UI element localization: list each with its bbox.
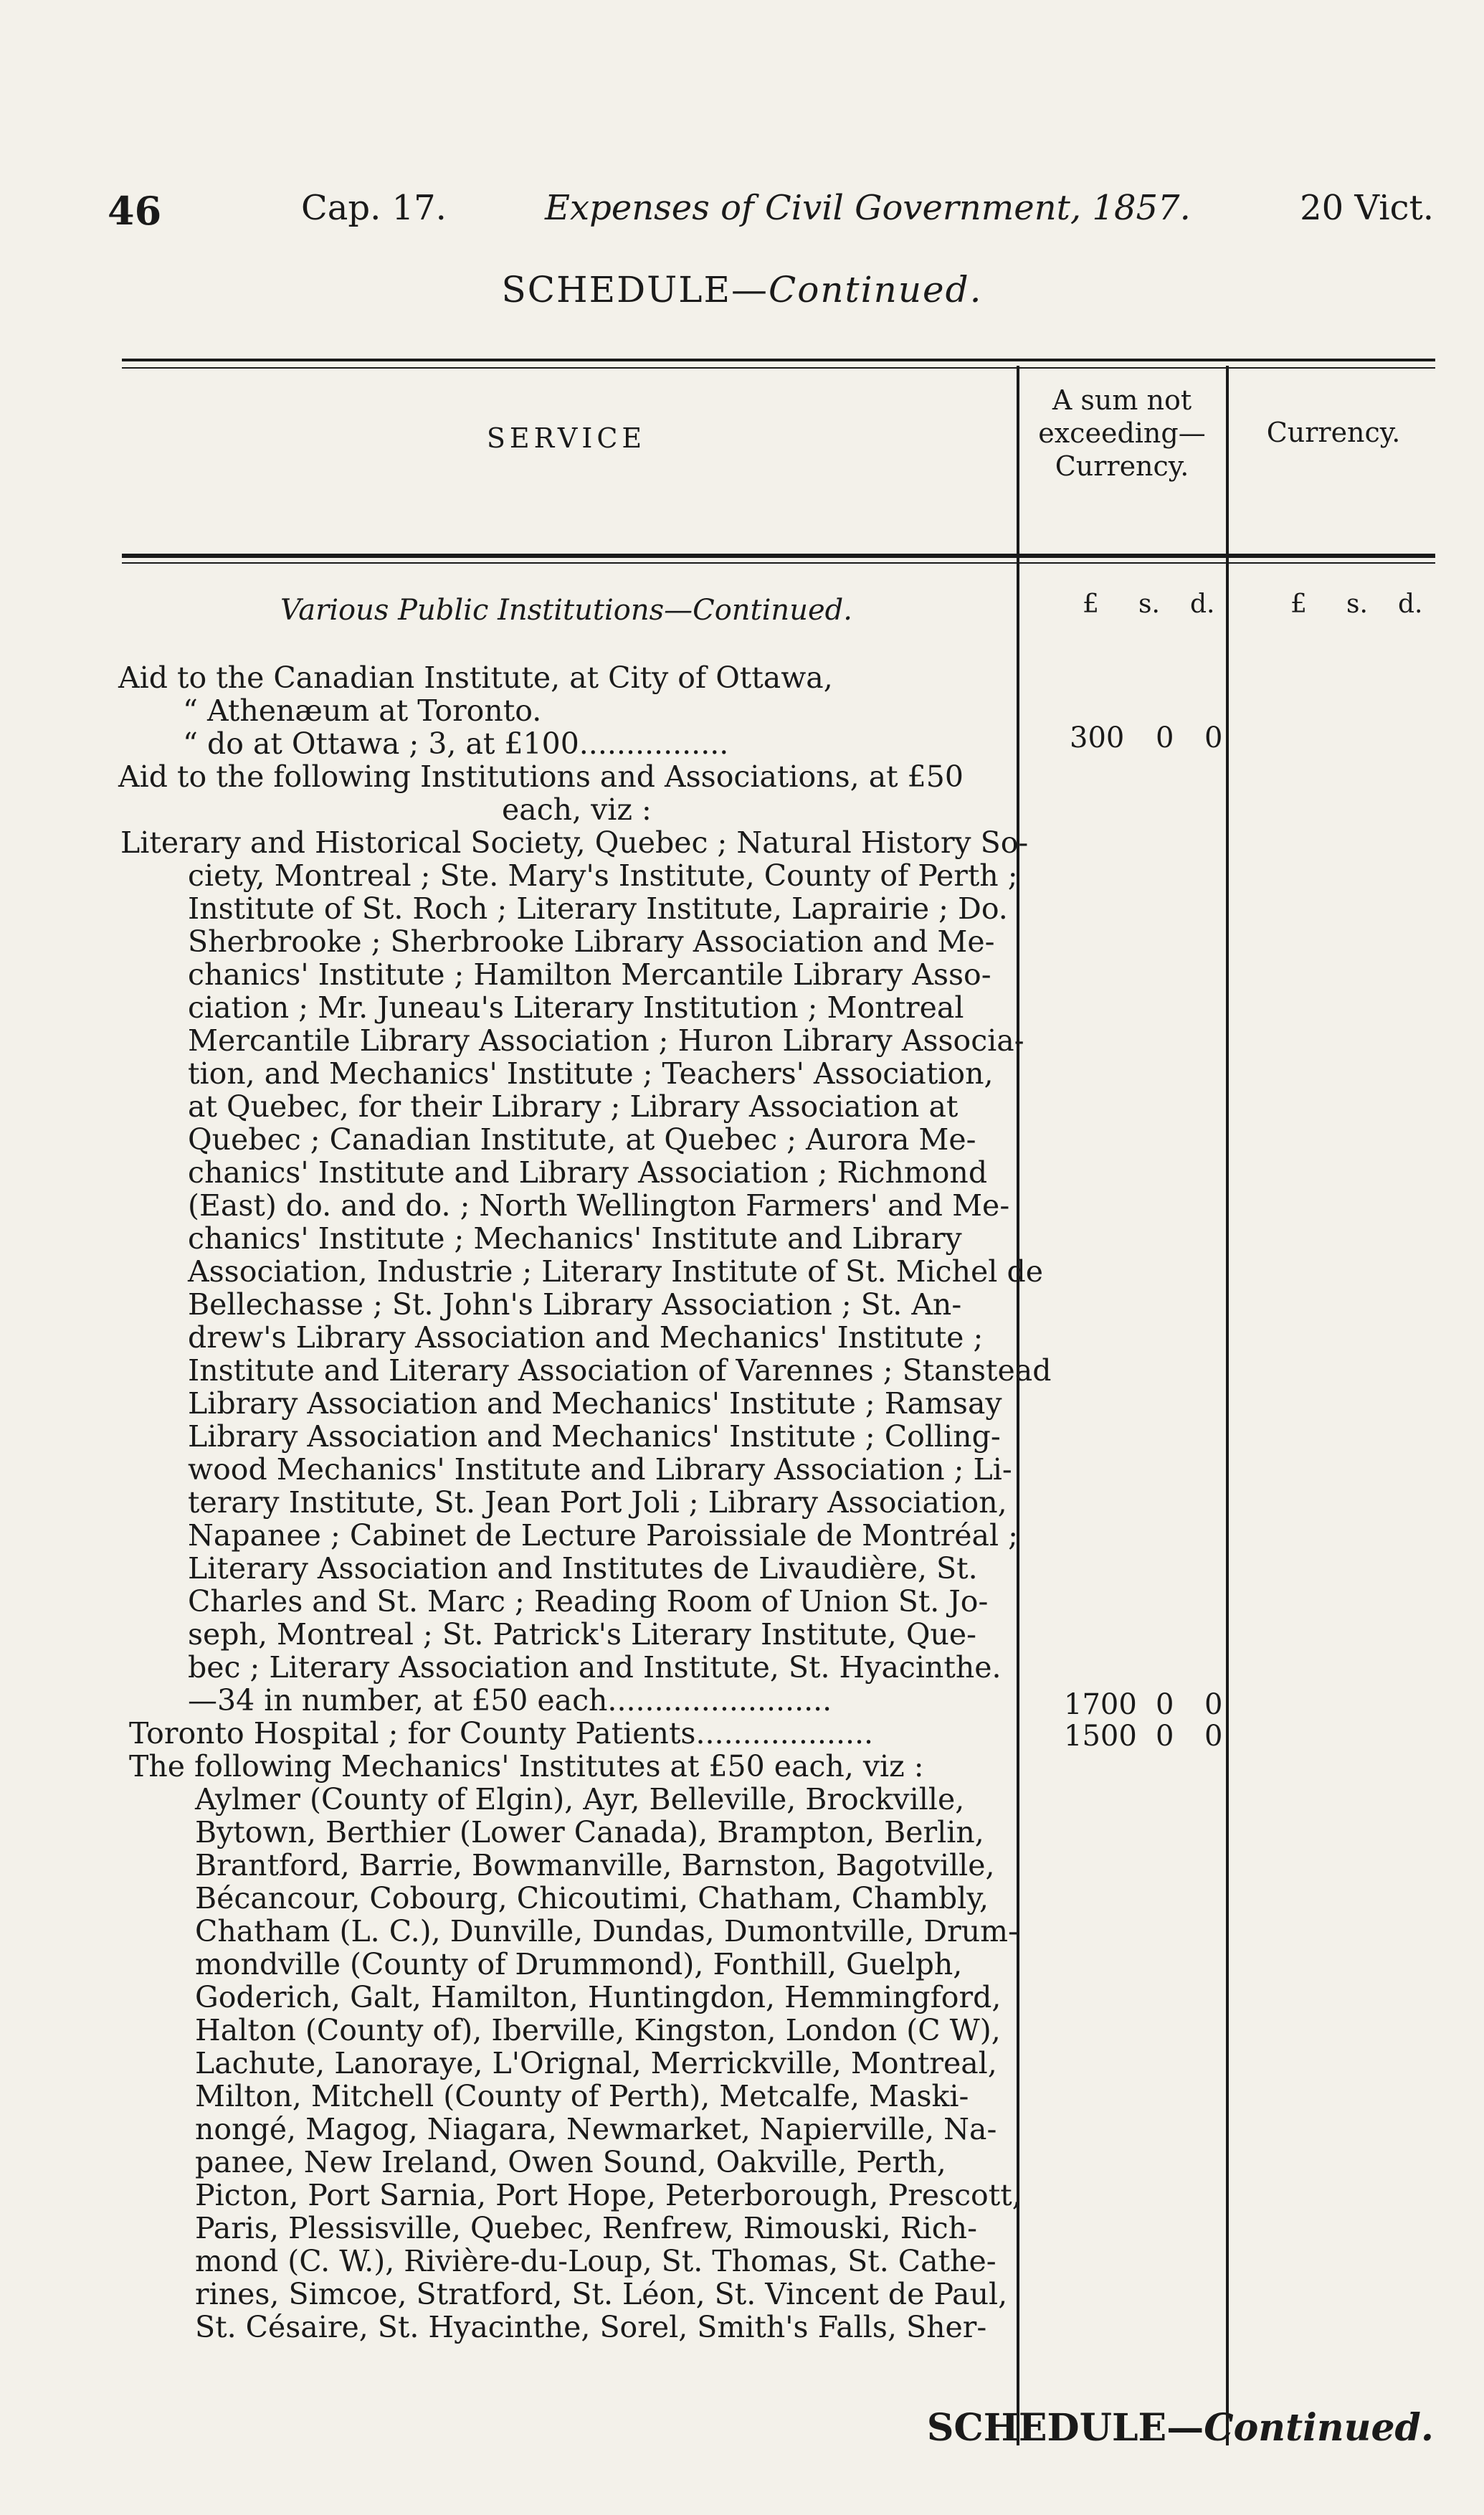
section-title: Various Public Institutions—Continued. [280,594,852,627]
entry-line: “ Athenæum at Toronto. [183,693,542,728]
entry-line: —34 in number, at £50 each........................ [188,1683,832,1718]
amount-shillings: 0 [1156,1688,1174,1721]
entry-line: Picton, Port Sarnia, Port Hope, Peterborough, Prescott, [195,2178,1022,2212]
entry-line: ciety, Montreal ; Ste. Mary's Institute, County of Perth ; [188,858,1018,893]
column-divider-2 [1226,366,1229,2445]
sum-header-line-3: Currency. [1055,450,1189,482]
schedule-title-main: SCHEDULE— [501,269,769,311]
sum-pound-unit: £ [1083,589,1099,619]
entry-line: Library Association and Mechanics' Institute ; Colling- [188,1419,1001,1454]
amount-shillings: 0 [1156,1720,1174,1753]
service-column-header: SERVICE [486,422,647,454]
entry-line: panee, New Ireland, Owen Sound, Oakville, Perth, [195,2145,946,2179]
amount-pence: 0 [1204,1688,1223,1721]
entry-line: Aid to the following Institutions and Associations, at £50 [118,759,964,794]
entry-line: wood Mechanics' Institute and Library Association ; Li- [188,1452,1012,1487]
amount-pounds: 1500 [1064,1720,1137,1753]
currency-shilling-unit: s. [1346,589,1368,619]
entry-line: Bellechasse ; St. John's Library Association ; St. An- [188,1287,962,1322]
sum-pence-unit: d. [1190,589,1215,619]
entry-line: Goderich, Galt, Hamilton, Huntingdon, Hemmingford, [195,1980,1002,2014]
running-title: Expenses of Civil Government, 1857. [545,188,1191,228]
entry-line: seph, Montreal ; St. Patrick's Literary Institute, Que- [188,1617,976,1652]
entry-line: Chatham (L. C.), Dunville, Dundas, Dumontville, Drum- [195,1914,1018,1948]
entry-line: each, viz : [502,792,652,827]
entry-line: Napanee ; Cabinet de Lecture Paroissiale de Montréal ; [188,1518,1018,1553]
amount-pence: 0 [1204,721,1223,754]
entry-line: mond (C. W.), Rivière-du-Loup, St. Thomas, St. Cathe- [195,2244,997,2278]
entry-line: Halton (County of), Iberville, Kingston, London (C W), [195,2013,1001,2047]
sum-header-line-1: A sum not [1052,384,1192,416]
entry-line: chanics' Institute and Library Association ; Richmond [188,1155,988,1190]
entry-line: nongé, Magog, Niagara, Newmarket, Napierville, Na- [195,2112,997,2146]
entry-line: Library Association and Mechanics' Institute ; Ramsay [188,1386,1002,1421]
entry-line: tion, and Mechanics' Institute ; Teachers' Association, [188,1056,994,1091]
entry-line: St. Césaire, St. Hyacinthe, Sorel, Smith's Falls, Sher- [195,2310,987,2344]
footer-catchword-main: SCHEDULE— [926,2406,1204,2450]
amount-shillings: 0 [1156,721,1174,754]
entry-line: Literary Association and Institutes de Livaudière, St. [188,1551,978,1586]
currency-pound-unit: £ [1290,589,1307,619]
regnal-year: 20 Vict. [1300,188,1434,228]
sum-column-header [1018,384,1226,483]
chapter-label: Cap. 17. [301,188,447,228]
entry-line: Institute of St. Roch ; Literary Institute, Laprairie ; Do. [188,891,1008,926]
entry-line: Association, Industrie ; Literary Institute of St. Michel de [188,1254,1043,1289]
entry-line: bec ; Literary Association and Institute, St. Hyacinthe. [188,1650,1002,1685]
entry-line: Bécancour, Cobourg, Chicoutimi, Chatham, Chambly, [195,1881,989,1915]
entry-line: (East) do. and do. ; North Wellington Farmers' and Me- [188,1188,1010,1223]
entry-line: Aylmer (County of Elgin), Ayr, Belleville, Brockville, [195,1782,965,1817]
entry-line: terary Institute, St. Jean Port Joli ; Library Association, [188,1485,1007,1520]
entry-line: Mercantile Library Association ; Huron Library Associa- [188,1023,1024,1058]
sum-header-line-2: exceeding— [1038,417,1206,449]
currency-pence-unit: d. [1398,589,1423,619]
entry-line: Milton, Mitchell (County of Perth), Metcalfe, Maski- [195,2079,969,2113]
entry-line: Institute and Literary Association of Varennes ; Stanstead [188,1353,1052,1388]
entry-line: Aid to the Canadian Institute, at City of Ottawa, [118,660,833,695]
page-number: 46 [108,188,162,234]
entry-line: chanics' Institute ; Hamilton Mercantile Library Asso- [188,957,991,992]
amount-pounds: 1700 [1064,1688,1137,1721]
entry-line: ciation ; Mr. Juneau's Literary Institution ; Montreal [188,990,964,1025]
entry-line: Quebec ; Canadian Institute, at Quebec ; Aurora Me- [188,1122,976,1157]
entry-line: mondville (County of Drummond), Fonthill, Guelph, [195,1947,963,1981]
entry-line: at Quebec, for their Library ; Library Association at [188,1089,959,1124]
entry-line: rines, Simcoe, Stratford, St. Léon, St. Vincent de Paul, [195,2277,1008,2311]
entry-line: Paris, Plessisville, Quebec, Renfrew, Rimouski, Rich- [195,2211,977,2245]
schedule-title-continued: Continued. [769,269,983,311]
entry-line: chanics' Institute ; Mechanics' Institute and Library [188,1221,962,1256]
footer-catchword [927,2406,1434,2450]
amount-pence: 0 [1204,1720,1223,1753]
entry-line: Sherbrooke ; Sherbrooke Library Association and Me- [188,924,995,959]
entry-line: Literary and Historical Society, Quebec ; Natural History So- [120,825,1029,860]
entry-line: Toronto Hospital ; for County Patients................... [129,1716,874,1751]
entry-line: Bytown, Berthier (Lower Canada), Brampton, Berlin, [195,1815,984,1849]
footer-catchword-continued: Continued. [1204,2406,1434,2450]
currency-column-header: Currency. [1266,417,1401,448]
entry-line: Lachute, Lanoraye, L'Orignal, Merrickville, Montreal, [195,2046,997,2080]
entry-line: Brantford, Barrie, Bowmanville, Barnston, Bagotville, [195,1848,995,1882]
entry-line: drew's Library Association and Mechanics' Institute ; [188,1320,984,1355]
entry-line: Charles and St. Marc ; Reading Room of Union St. Jo- [188,1584,989,1619]
amount-pounds: 300 [1070,721,1125,754]
entry-line: “ do at Ottawa ; 3, at £100................ [183,726,729,761]
entry-line: The following Mechanics' Institutes at £50 each, viz : [129,1749,924,1784]
sum-shilling-unit: s. [1138,589,1160,619]
